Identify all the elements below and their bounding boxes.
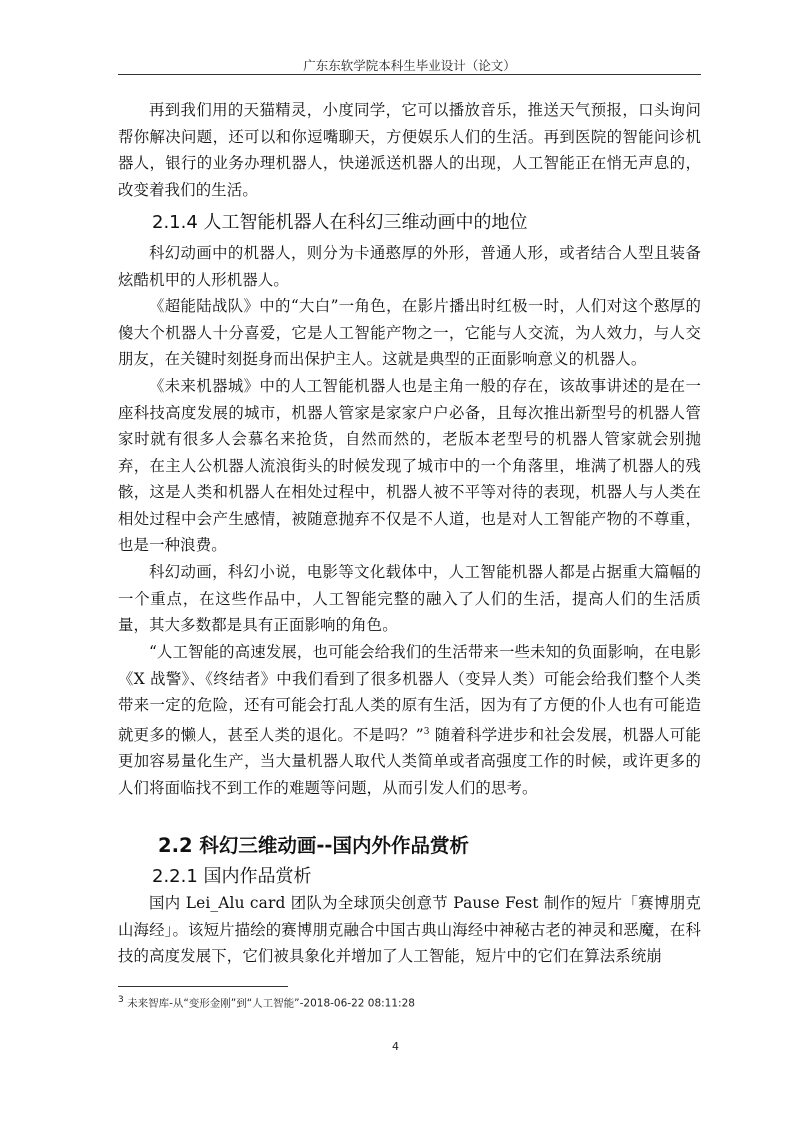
- paragraph-negative-impact: [118, 639, 701, 801]
- section-heading-2-2: 2.2 科幻三维动画--国内外作品赏析: [158, 834, 470, 857]
- page-number: 4: [392, 1040, 399, 1053]
- paragraph-robot-city: 《未来机器城》中的人工智能机器人也是主角一般的存在，该故事讲述的是在一座科技高度发展的城市，机器人管家是家家户户必备，且每次推出新型号的机器人管家时就有很多人会慕名来抢货，自然而然的，老版本老型号的机器人管家就会别抛弃，在主人公机器人流浪街头的时候发现了城市中的一个角落里，堆满了机器人的残骸，这是人类和机器人在相处过程中，机器人被不平等对待的表现，机器人与人类在相处过程中会产生感情，被随意抛弃不仅是不人道，也是对人工智能产物的不尊重，也是一种浪费。: [118, 377, 701, 554]
- paragraph-robot-forms: 科幻动画中的机器人，则分为卡通憨厚的外形，普通人形，或者结合人型且装备炫酷机甲的人形机器人。: [118, 244, 701, 289]
- continuation-text: 随着科学进步和社会发展，机器人可能更加容易量化生产，当大量机器人取代人类简单或者高强度工作的时候，或许更多的人们将面临找不到工作的难题等问题，从而引发人们的思考。: [118, 725, 702, 797]
- header-divider: [118, 74, 701, 75]
- footnote-mark: 3: [118, 995, 124, 1005]
- paragraph-big-hero-6: 《超能陆战队》中的“大白”一角色，在影片播出时红极一时，人们对这个憨厚的傻大个机器人十分喜爱，它是人工智能产物之一，它能与人交流，为人效力，与人交朋友，在关键时刻挺身而出保护主人。这就是典型的正面影响意义的机器人。: [118, 297, 701, 368]
- paragraph-smart-assistants: 再到我们用的天猫精灵，小度同学，它可以播放音乐，推送天气预报，口头询问帮你解决问题，还可以和你逗嘴聊天，方便娱乐人们的生活。再到医院的智能问诊机器人，银行的业务办理机器人，快递派送机器人的出现，人工智能正在悄无声息的，改变着我们的生活。: [118, 101, 701, 199]
- footnote-reference[interactable]: 3: [423, 726, 430, 737]
- footnote-text: 未来智库-从“变形金刚”到“人工智能”-2018-06-22 08:11:28: [123, 997, 415, 1010]
- page-header: 广东东软学院本科生毕业设计（论文）: [303, 58, 516, 73]
- section-heading-2-2-1: 2.2.1 国内作品赏析: [152, 866, 312, 887]
- footnote: [118, 995, 415, 1011]
- footnote-divider: [118, 986, 288, 987]
- quoted-text: “人工智能的高速发展，也可能会给我们的生活带来一些未知的负面影响，在电影《X 战警》、《终结者》中我们看到了很多机器人（变异人类）可能会给我们整个人类带来一定的危险，还有可能会打乱人类的原有生活，因为有了方便的仆人也有可能造就更多的懒人，甚至人类的退化。不是吗？”: [118, 643, 701, 744]
- paragraph-sci-fi-media: 科幻动画，科幻小说，电影等文化载体中，人工智能机器人都是占据重大篇幅的一个重点，在这些作品中，人工智能完整的融入了人们的生活，提高人们的生活质量，其大多数都是具有正面影响的角色。: [118, 563, 701, 634]
- section-heading-2-1-4: 2.1.4 人工智能机器人在科幻三维动画中的地位: [152, 212, 528, 233]
- paragraph-shanhaijing: 国内 Lei_Alu card 团队为全球顶尖创意节 Pause Fest 制作的短片「赛博朋克山海经」。该短片描绘的赛博朋克融合中国古典山海经中神秘古老的神灵和恶魔，在科技的高度发展下，它们被具象化并增加了人工智能，短片中的它们在算法系统崩: [118, 894, 701, 965]
